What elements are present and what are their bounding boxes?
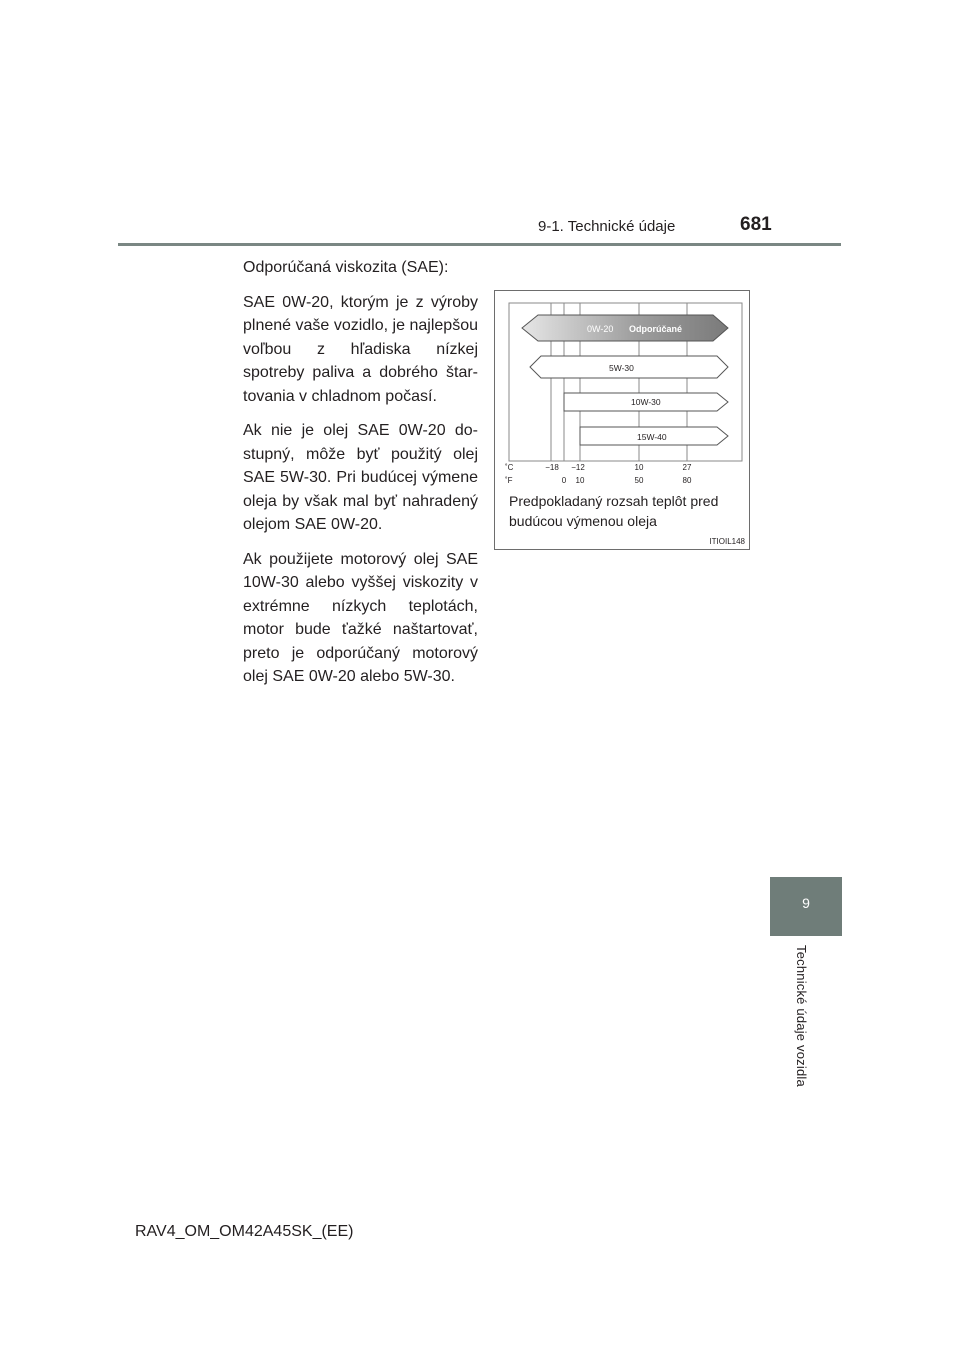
chapter-tab [770, 877, 842, 936]
celsius-unit: ˚C [505, 463, 514, 472]
fahrenheit-tick: 0 [561, 476, 567, 485]
footer-doc-id: RAV4_OM_OM42A45SK_(EE) [135, 1223, 354, 1240]
header-rule [118, 243, 841, 246]
celsius-tick: 27 [682, 463, 692, 472]
chapter-title: Technické údaje vozidla [794, 945, 809, 1087]
fahrenheit-tick: 50 [634, 476, 644, 485]
fahrenheit-unit: ˚F [505, 476, 513, 485]
figure-caption [509, 491, 718, 531]
paragraph-3: Ak použijete motorový olej SAE 10W-30 alebo vyššej viskozity v extrémne nízkych teplotách, motor bude ťažké naštartovať, preto je odporúčaný motorový olej SAE 0W-20 alebo 5W-30. [243, 550, 478, 685]
celsius-tick: −12 [571, 463, 585, 472]
chapter-number: 9 [802, 895, 810, 911]
figure-caption-line-1: Predpokladaný rozsah teplôt pred [509, 493, 719, 509]
fahrenheit-tick: 10 [575, 476, 585, 485]
bar-5w30-label: 5W-30 [609, 363, 634, 373]
paragraph-1: SAE 0W-20, ktorým je z výroby plnené vaše vozidlo, je najlepšou voľbou z hľadiska nízkej spotreby paliva a dobrého štartovania v chladnom počasí. [243, 293, 478, 405]
celsius-tick: 10 [634, 463, 644, 472]
viscosity-figure [494, 290, 750, 550]
celsius-tick: −18 [545, 463, 559, 472]
bar-15w40-label: 15W-40 [637, 432, 667, 442]
page-header-section: 9-1. Technické údaje [538, 218, 676, 235]
bar-0w20-label: 0W-20 [587, 324, 614, 334]
body-text-column [243, 256, 478, 700]
fahrenheit-tick: 80 [682, 476, 692, 485]
bar-10w30-label: 10W-30 [631, 397, 661, 407]
paragraph-2: Ak nie je olej SAE 0W-20 dostupný, môže byť použitý olej SAE 5W-30. Pri budúcej výmene oleja by však mal byť nahradený olejom SAE 0W-20. [243, 422, 478, 533]
viscosity-diagram [495, 291, 751, 491]
figure-caption-line-2: budúcou výmenou oleja [509, 513, 657, 529]
page-number: 681 [740, 214, 772, 235]
bar-0w20-tag: Odporúčané [629, 324, 683, 334]
figure-code: ITIOIL148 [709, 537, 745, 546]
intro-text: Odporúčaná viskozita (SAE): [243, 259, 449, 276]
bar-0w20 [522, 315, 728, 341]
